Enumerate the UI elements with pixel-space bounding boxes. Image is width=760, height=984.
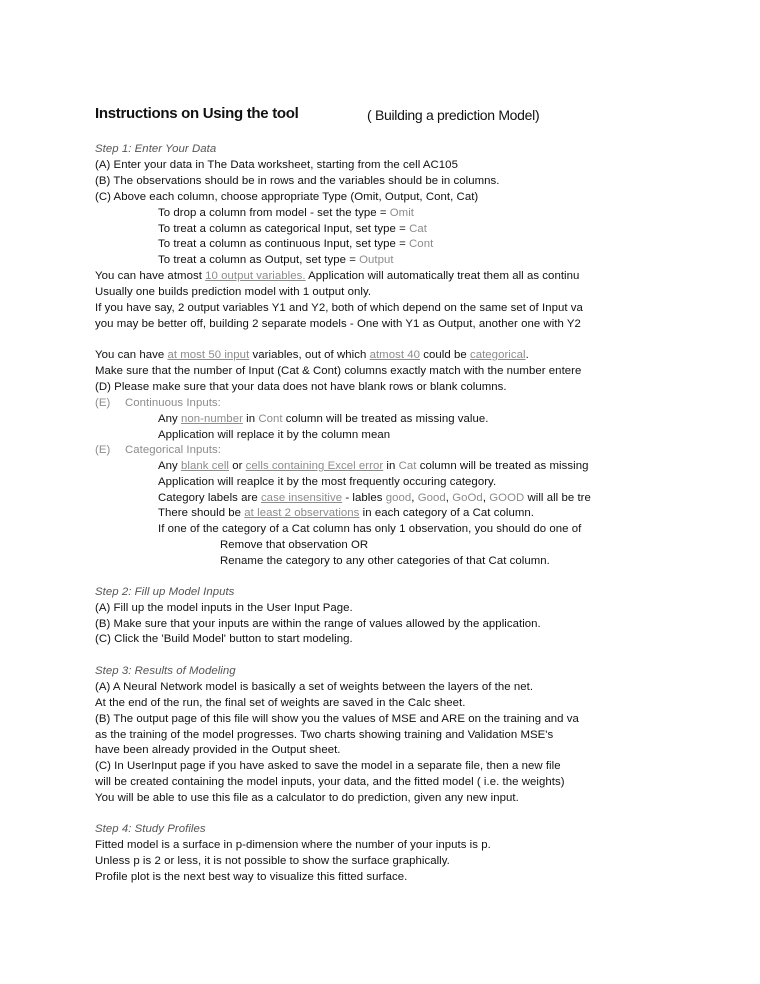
label-example-4: GOOD: [489, 492, 525, 504]
item-e-label-2: (E): [95, 444, 111, 456]
step3-heading: Step 3: Results of Modeling: [95, 665, 236, 677]
step4-line-3: Profile plot is the next best way to visualize this fitted surface.: [95, 871, 408, 883]
step3-item-c2: will be created containing the model inputs, your data, and the fitted model ( i.e. the weights): [95, 776, 565, 788]
inputs-limit-line: [95, 348, 529, 362]
step4-heading: Step 4: Study Profiles: [95, 823, 206, 835]
continuous-inputs-heading: Continuous Inputs:: [125, 397, 221, 409]
type-cont-text: To treat a column as continuous Input, set type =: [158, 238, 410, 250]
type-output-value: Output: [359, 254, 394, 266]
step2-heading: Step 2: Fill up Model Inputs: [95, 586, 235, 598]
item-e-label: (E): [95, 397, 111, 409]
type-omit-text: To drop a column from model - set the type =: [158, 207, 390, 219]
step1-item-a: (A) Enter your data in The Data worksheet, starting from the cell AC105: [95, 159, 458, 171]
label-sep-1: ,: [411, 492, 418, 504]
step1-item-c: (C) Above each column, choose appropriate Type (Omit, Output, Cont, Cat): [95, 191, 479, 203]
rename-line: Rename the category to any other categories of that Cat column.: [220, 555, 550, 567]
page-subtitle: ( Building a prediction Model): [367, 107, 540, 123]
label-example-2: Good: [417, 492, 446, 504]
type-output-text: To treat a column as Output, set type =: [158, 254, 360, 266]
label-sep-2: ,: [445, 492, 453, 504]
categorical-link[interactable]: categorical: [469, 349, 526, 361]
least-post-text: in each category of a Cat column.: [359, 507, 534, 519]
cat-type-value: Cat: [398, 460, 417, 472]
non-number-link[interactable]: non-number: [181, 413, 243, 425]
cont-any-text: Any: [158, 413, 181, 425]
cont-replace-line: Application will replace it by the column mean: [158, 429, 391, 441]
match-line: Make sure that the number of Input (Cat & Cont) columns exactly match with the number entere: [95, 365, 582, 377]
label-example-1: good: [385, 492, 412, 504]
type-cont-value: Cont: [409, 238, 434, 250]
cont-type-value: Cont: [258, 413, 283, 425]
labels-post-text: will all be tre: [524, 492, 591, 504]
inputs-limit-text-post: .: [525, 349, 529, 361]
type-omit-value: Omit: [389, 207, 415, 219]
inputs-limit-link[interactable]: at most 50 input: [167, 349, 250, 361]
blank-cell-link[interactable]: blank cell: [181, 460, 229, 472]
cat-limit-link[interactable]: atmost 40: [369, 349, 421, 361]
cat-replace-line: Application will reaplce it by the most frequently occuring category.: [158, 476, 497, 488]
cat-post-text: column will be treated as missing: [416, 460, 589, 472]
excel-error-link[interactable]: cells containing Excel error: [245, 460, 384, 472]
step1-item-b: (B) The observations should be in rows and the variables should be in columns.: [95, 175, 500, 187]
step3-item-c: (C) In UserInput page if you have asked to save the model in a separate file, then a new file: [95, 760, 561, 772]
step3-item-c3: You will be able to use this file as a calculator to do prediction, given any new input.: [95, 792, 519, 804]
step1-item-d: (D) Please make sure that your data does not have blank rows or blank columns.: [95, 381, 507, 393]
inputs-limit-text-mid: variables, out of which: [249, 349, 370, 361]
at-least-link[interactable]: at least 2 observations: [244, 507, 360, 519]
inputs-limit-text: You can have: [95, 349, 168, 361]
better-off-line: you may be better off, building 2 separate models - One with Y1 as Output, another one with Y2: [95, 318, 581, 330]
at-least-line: [158, 506, 534, 520]
step3-item-b2: as the training of the model progresses. Two charts showing training and Validation MSE's: [95, 729, 554, 741]
step4-line-2: Unless p is 2 or less, it is not possible to show the surface graphically.: [95, 855, 450, 867]
label-example-3: GoOd: [452, 492, 483, 504]
step2-item-c: (C) Click the 'Build Model' button to start modeling.: [95, 633, 353, 645]
cont-post-text: column will be treated as missing value.: [282, 413, 489, 425]
cont-in-text: in: [242, 413, 259, 425]
type-cont-line: [158, 237, 433, 251]
categorical-inputs-heading: Categorical Inputs:: [125, 444, 221, 456]
type-cat-line: [158, 222, 427, 236]
cat-missing-line: [158, 459, 588, 473]
type-output-line: [158, 253, 394, 267]
page-title: Instructions on Using the tool: [95, 105, 299, 122]
labels-mid-text: - lables: [342, 492, 386, 504]
cat-any-text: Any: [158, 460, 181, 472]
step3-item-a2: At the end of the run, the final set of weights are saved in the Calc sheet.: [95, 697, 466, 709]
least-pre-text: There should be: [158, 507, 245, 519]
remove-line: Remove that observation OR: [220, 539, 369, 551]
if-one-line: If one of the category of a Cat column has only 1 observation, you should do one of: [158, 523, 582, 535]
type-cat-text: To treat a column as categorical Input, set type =: [158, 223, 410, 235]
inputs-limit-text-mid2: could be: [420, 349, 470, 361]
step2-item-b: (B) Make sure that your inputs are within the range of values allowed by the application.: [95, 618, 541, 630]
step3-item-b: (B) The output page of this file will show you the values of MSE and ARE on the training and va: [95, 713, 579, 725]
usually-line: Usually one builds prediction model with 1 output only.: [95, 286, 372, 298]
outputs-limit-text-post: Application will automatically treat them all as continu: [305, 270, 580, 282]
case-insensitive-line: [158, 491, 591, 505]
outputs-limit-line: [95, 269, 579, 283]
cat-or-text: or: [229, 460, 246, 472]
type-cat-value: Cat: [409, 223, 427, 235]
label-sep-3: ,: [482, 492, 490, 504]
cont-missing-line: [158, 412, 489, 426]
step3-item-a: (A) A Neural Network model is basically a set of weights between the layers of the net.: [95, 681, 534, 693]
step2-item-a: (A) Fill up the model inputs in the User Input Page.: [95, 602, 353, 614]
step1-heading: Step 1: Enter Your Data: [95, 143, 217, 155]
step4-line-1: Fitted model is a surface in p-dimension where the number of your inputs is p.: [95, 839, 491, 851]
outputs-limit-link[interactable]: 10 output variables.: [205, 270, 306, 282]
type-omit-line: [158, 206, 414, 220]
labels-pre-text: Category labels are: [158, 492, 261, 504]
outputs-limit-text: You can have atmost: [95, 270, 206, 282]
case-insensitive-link[interactable]: case insensitive: [260, 492, 343, 504]
cat-in-text: in: [383, 460, 399, 472]
step3-item-b3: have been already provided in the Output sheet.: [95, 744, 341, 756]
if-you-line: If you have say, 2 output variables Y1 and Y2, both of which depend on the same set of Input va: [95, 302, 583, 314]
instructions-document: [95, 0, 620, 984]
